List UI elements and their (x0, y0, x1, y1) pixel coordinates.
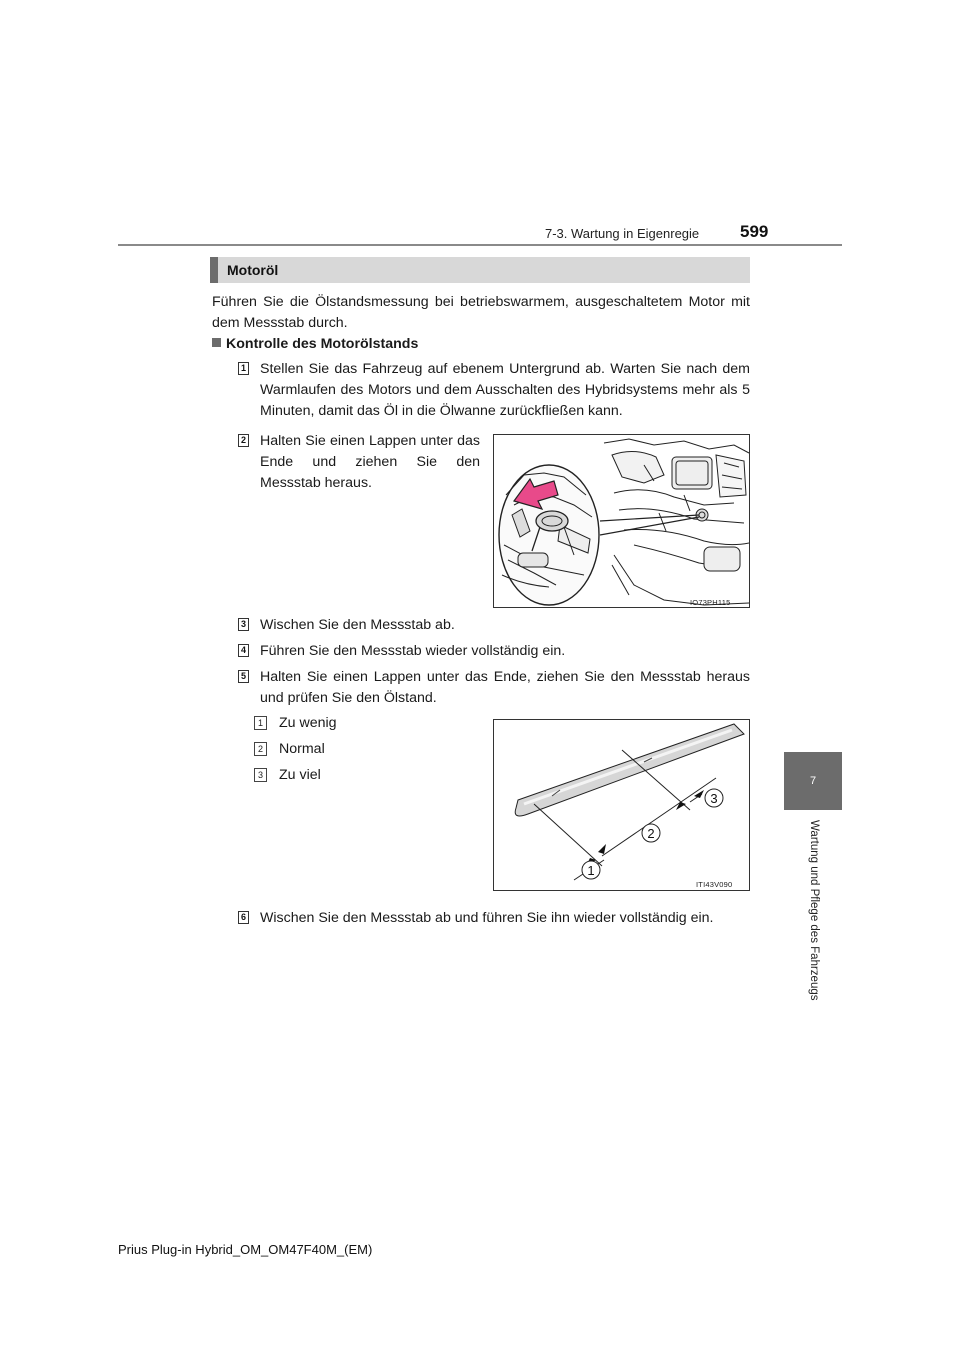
section-heading: Motoröl (210, 257, 750, 283)
step-number-2: 2 (238, 434, 249, 447)
step-number-4: 4 (238, 644, 249, 657)
step-number-1: 1 (238, 362, 249, 375)
dipstick-callout-2: 2 (647, 826, 655, 841)
chapter-tab: 7 (784, 752, 842, 810)
square-bullet-icon (212, 338, 221, 347)
legend-marker-1: 1 (254, 716, 267, 730)
engine-bay-illustration (494, 435, 750, 608)
legend-text-1: Zu wenig (279, 715, 337, 731)
dipstick-illustration (494, 720, 750, 891)
section-intro: Führen Sie die Ölstandsmessung bei betriebswarmem, ausgeschaltetem Motor mit dem Messstab durch. (212, 294, 750, 331)
dipstick-figure-code: ITI43V090 (696, 880, 733, 889)
step-text-4: Führen Sie den Messstab wieder vollständig ein. (260, 643, 566, 659)
step-text-6: Wischen Sie den Messstab ab und führen Sie ihn wieder vollständig ein. (260, 910, 714, 926)
legend-marker-3: 3 (254, 768, 267, 782)
step-number-3: 3 (238, 618, 249, 631)
subheading-text: Kontrolle des Motorölstands (226, 336, 419, 352)
subheading (212, 336, 418, 352)
header-divider (118, 244, 842, 246)
header-section-title: 7-3. Wartung in Eigenregie (545, 226, 700, 241)
step-number-5: 5 (238, 670, 249, 683)
document-footer: Prius Plug-in Hybrid_OM_OM47F40M_(EM) (118, 1242, 373, 1257)
dipstick-callout-1: 1 (587, 863, 595, 878)
engine-figure-code: IO73PH115 (690, 598, 731, 607)
step-text-3: Wischen Sie den Messstab ab. (260, 617, 455, 633)
dipstick-figure (493, 719, 750, 891)
step-text-1: Stellen Sie das Fahrzeug auf ebenem Untergrund ab. Warten Sie nach dem Warmlaufen des Motors und dem Ausschalten des Hybridsystems mehr als 5 Minuten, damit das Öl in die Ölwanne zurückfließen kann. (260, 361, 750, 419)
engine-bay-figure (493, 434, 750, 608)
legend-text-3: Zu viel (279, 767, 321, 783)
dipstick-callout-3: 3 (710, 791, 718, 806)
chapter-label: Wartung und Pflege des Fahrzeugs (808, 820, 820, 1001)
step-text-5: Halten Sie einen Lappen unter das Ende, ziehen Sie den Messstab heraus und prüfen Sie den Ölstand. (260, 669, 750, 706)
legend-text-2: Normal (279, 741, 325, 757)
step-text-2: Halten Sie einen Lappen unter das Ende und ziehen Sie den Messstab heraus. (260, 433, 480, 491)
step-number-6: 6 (238, 911, 249, 924)
page-number: 599 (740, 222, 769, 241)
legend-marker-2: 2 (254, 742, 267, 756)
